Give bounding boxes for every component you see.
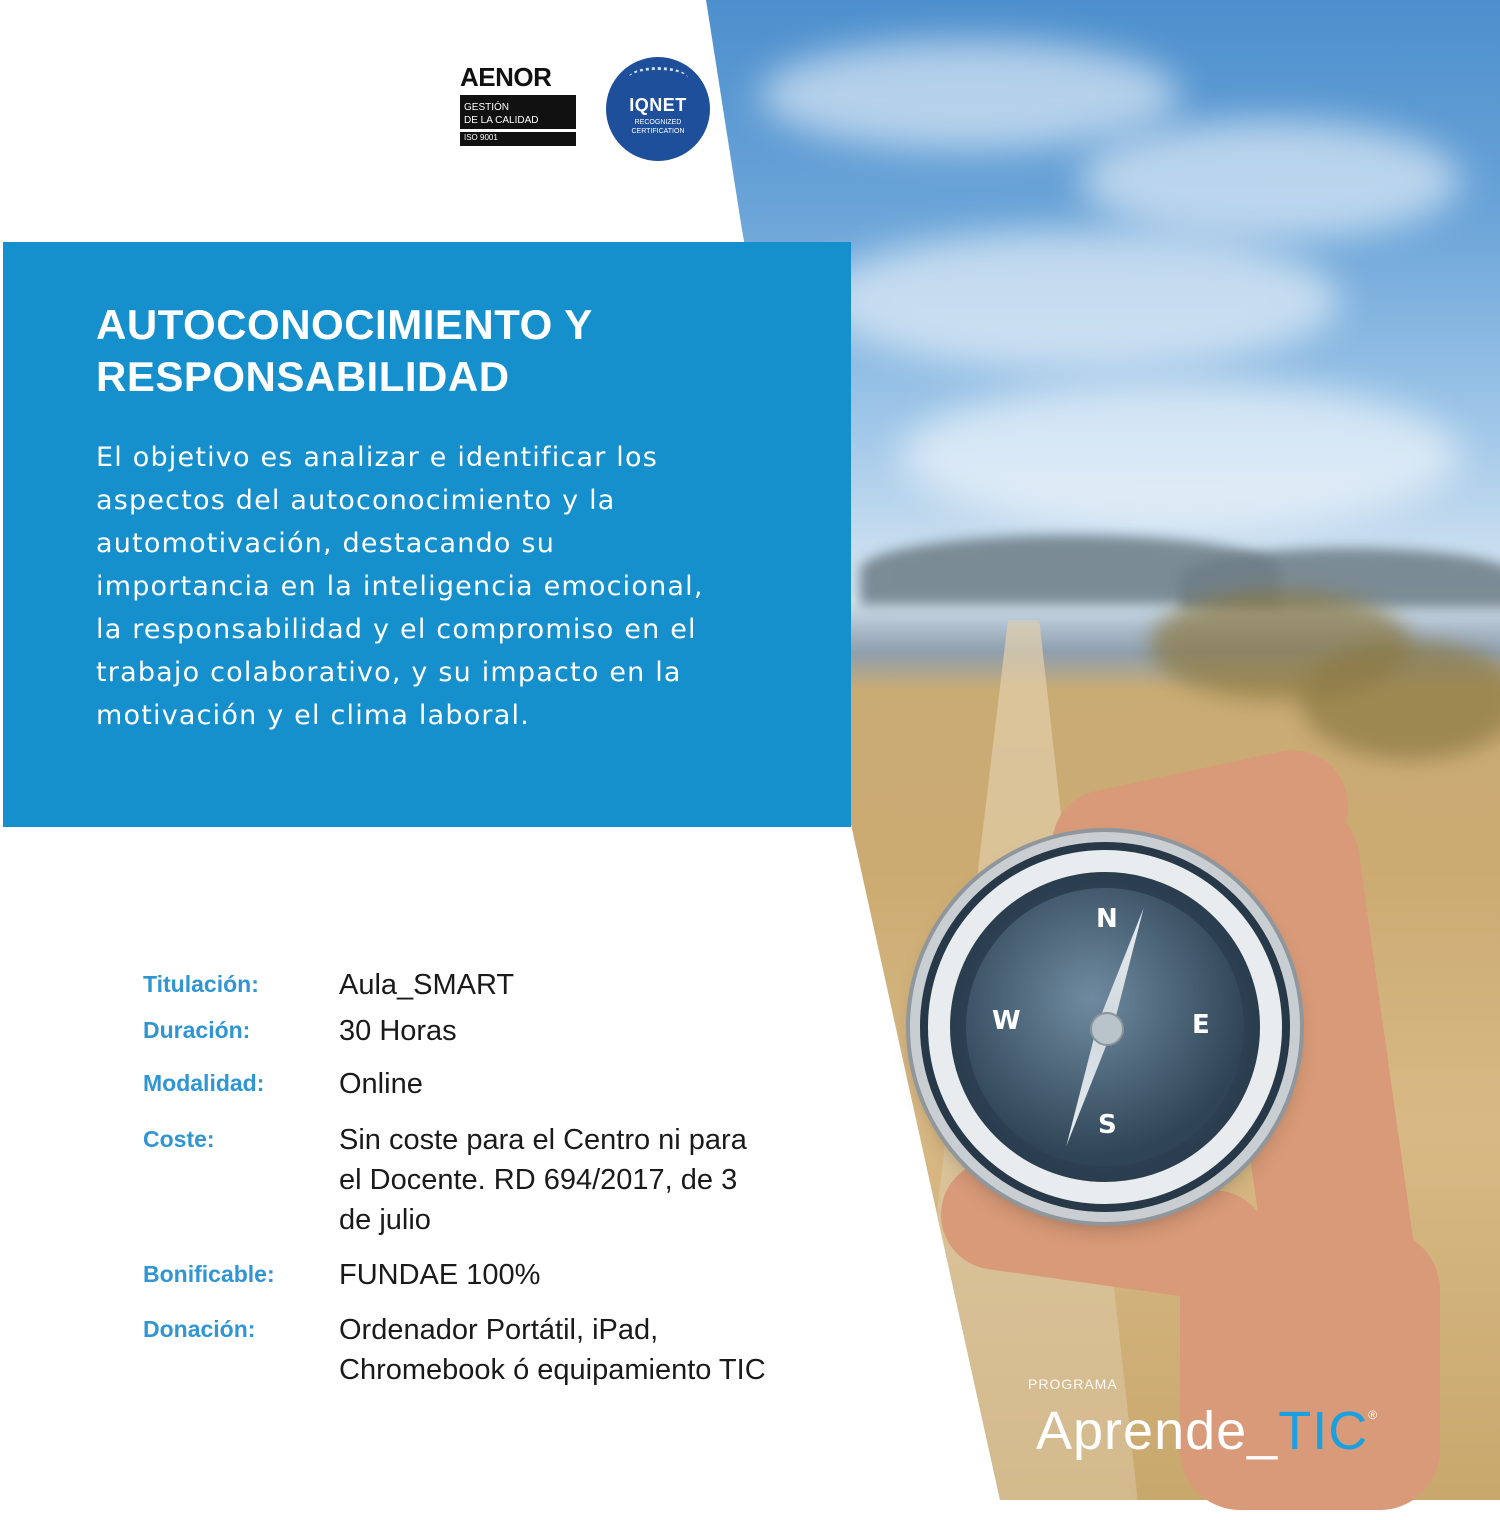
compass-west-label: W xyxy=(992,1006,1021,1036)
aenor-line2: DE LA CALIDAD xyxy=(464,115,539,126)
detail-value: FUNDAE 100% xyxy=(339,1259,541,1291)
compass-east-label: E xyxy=(1192,1010,1210,1040)
detail-label: Bonificable: xyxy=(143,1261,275,1287)
aenor-iso-standard: ISO 9001 xyxy=(460,132,576,146)
iqnet-name: IQNET xyxy=(629,95,687,115)
iqnet-sub1: RECOGNIZED xyxy=(634,119,682,126)
compass-north-label: N xyxy=(1096,904,1118,934)
compass-south-label: S xyxy=(1098,1110,1117,1140)
detail-label: Donación: xyxy=(143,1316,256,1342)
detail-label: Duración: xyxy=(143,1017,251,1043)
course-title xyxy=(96,299,796,403)
detail-value: 30 Horas xyxy=(339,1015,457,1047)
detail-label: Modalidad: xyxy=(143,1070,265,1096)
course-title-line2: RESPONSABILIDAD xyxy=(96,353,510,400)
iqnet-logo xyxy=(606,57,710,161)
detail-label: Coste: xyxy=(143,1126,215,1152)
registered-mark: ® xyxy=(1368,1408,1379,1422)
compass-icon xyxy=(920,842,1290,1212)
aprende-tic-logo xyxy=(1036,1400,1378,1462)
course-title-line1: AUTOCONOCIMIENTO Y xyxy=(96,301,593,348)
aenor-brand: AENOR xyxy=(460,62,552,92)
detail-value: Ordenador Portátil, iPad, Chromebook ó equipamiento TIC xyxy=(339,1314,766,1386)
aprende-logo-tic: TIC xyxy=(1278,1401,1369,1461)
iqnet-subtitle xyxy=(606,118,710,136)
aenor-line1: GESTIÓN xyxy=(464,102,510,113)
iqnet-sub2: CERTIFICATION xyxy=(631,128,685,135)
detail-value: Aula_SMART xyxy=(339,969,515,1001)
detail-value: Sin coste para el Centro ni para el Docente. RD 694/2017, de 3 de julio xyxy=(339,1124,747,1236)
detail-value: Online xyxy=(339,1068,423,1100)
aprende-logo-part1: Aprende_ xyxy=(1036,1401,1279,1461)
course-description: El objetivo es analizar e identificar los aspectos del autoconocimiento y la automotivación, destacando su importancia en la inteligencia emocional, la responsabilidad y el compromiso en el trabajo colaborativo, y su impacto en la motivación y el clima laboral. xyxy=(96,442,704,731)
program-label: PROGRAMA xyxy=(1028,1376,1118,1392)
course-info-panel xyxy=(3,242,851,827)
detail-label: Titulación: xyxy=(143,971,259,997)
aenor-logo xyxy=(460,62,576,146)
aenor-quality-box xyxy=(460,95,576,129)
